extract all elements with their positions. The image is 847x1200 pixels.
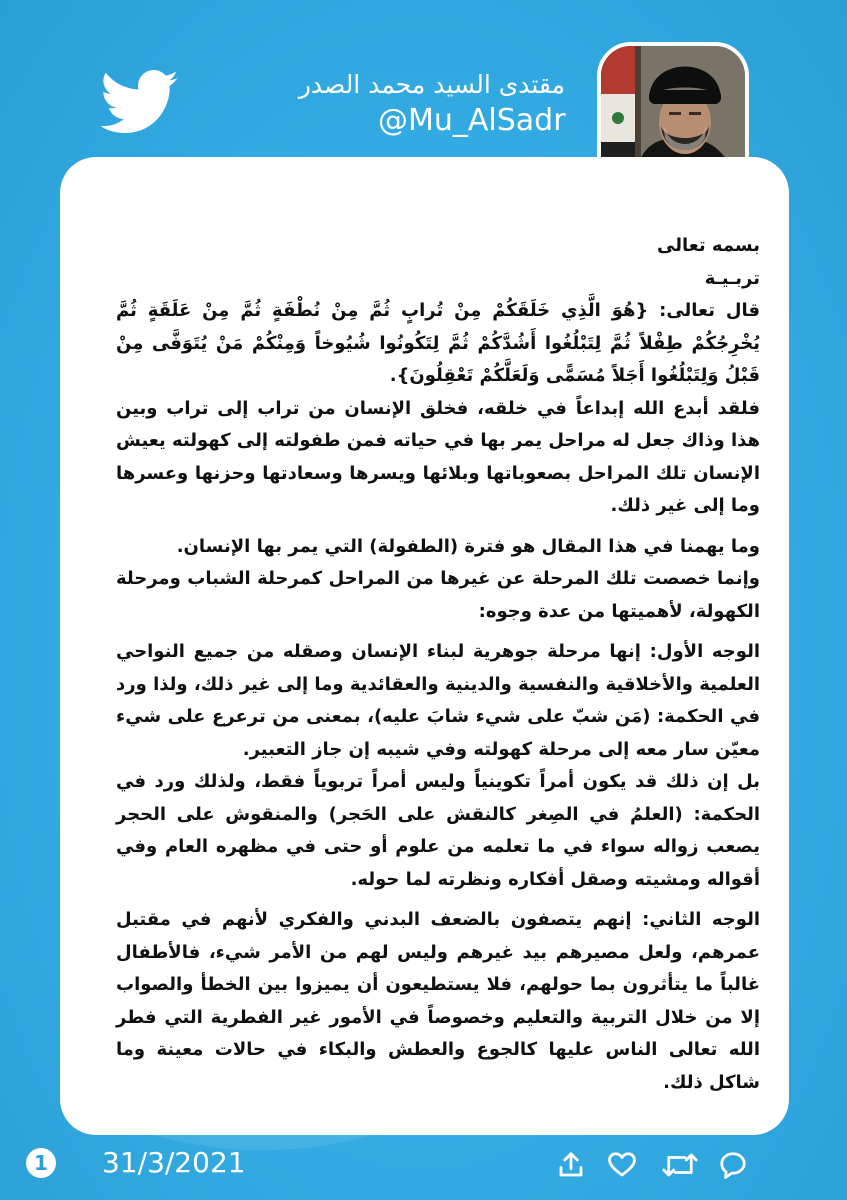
tweet-point-1 xyxy=(116,636,760,766)
heart-icon[interactable] xyxy=(607,1150,637,1180)
account-name[interactable]: مقتدى السيد محمد الصدر xyxy=(298,70,565,99)
point-2-label: الوجه الثاني: xyxy=(642,909,760,930)
tweet-body xyxy=(116,230,760,1099)
tweet-paragraph: وإنما خصصت تلك المرحلة عن غيرها من المراحل كمرحلة الشباب ومرحلة الكهولة، لأهميتها من عدة وجوه: xyxy=(116,568,760,622)
point-1-label: الوجه الأول: xyxy=(649,641,760,662)
tweet-paragraph: فلقد أبدع الله إبداعاً في خلقه، فخلق الإنسان من تراب إلى تراب وبين هذا وذاك جعل له مراحل يمر بها في حياته فمن طفولته إلى كهولته يعيش الإنسان تلك المراحل بصعوباتها وبلائها ويسرها وسعادتها وحزنها وعسرها وما إلى غير ذلك. xyxy=(116,397,760,516)
tweet-title: تربـيـة xyxy=(704,267,760,289)
tweet-card xyxy=(60,157,789,1135)
tweet-paragraph: بل إن ذلك قد يكون أمراً تكوينياً وليس أمراً تربوياً فقط، ولذلك ورد في الحكمة: (العلمُ في الصِغر كالنقش على الحَجر) والمنقوش على الحجر يصعب زواله سواء في ما تعلمه من علوم أو حتى في مظهره العام وفي أقواله ومشيته وصقل أفكاره ونظرته لما حوله. xyxy=(116,771,760,890)
retweet-icon[interactable] xyxy=(661,1150,699,1180)
tweet-verse: قال تعالى: {هُوَ الَّذِي خَلَقَكُمْ مِنْ تُرابٍ ثُمَّ مِنْ نُطْفَةٍ ثُمَّ مِنْ عَلَقَةٍ ثُمَّ يُخْرِجُكُمْ طِفْلاً ثُمَّ لِتَبْلُغُوا أَشُدَّكُمْ ثُمَّ لِتَكُونُوا شُيُوخاً وَمِنْكُمْ مَنْ يُتَوَفَّى مِنْ قَبْلُ وَلِتَبْلُغُوا أَجَلاً مُسَمًّى وَلَعَلَّكُمْ تَعْقِلُونَ}. xyxy=(116,300,760,386)
page-number-badge: 1 xyxy=(26,1148,56,1178)
point-2-text: إنهم يتصفون بالضعف البدني والفكري لأنهم في مقتبل عمرهم، ولعل مصيرهم بيد غيرهم وليس لهم من الأمر شيء، فالأطفال غالباً ما يتأثرون بما حولهم، فلا يستطيعون أن يميزوا بين الخطأ والصواب إلا من خلال التربية والتعليم وخصوصاً في الأمور غير الفطرية التي فطر الله تعالى الناس عليها كالجوع والعطش والبكاء في حالات معينة وما شاكل ذلك. xyxy=(116,909,760,1093)
tweet-date: 31/3/2021 xyxy=(102,1146,246,1179)
tweet-paragraph: وما يهمنا في هذا المقال هو فترة (الطفولة) التي يمر بها الإنسان. xyxy=(176,535,760,557)
point-1-text: إنها مرحلة جوهرية لبناء الإنسان وصقله من جميع النواحي العلمية والأخلاقية والنفسية والدينية والعقائدية وما إلى غير ذلك، ولذا ورد في الحكمة: (مَن شبّ على شيء شابَ عليه)، بمعنى من ترعرع على شيء معيّن سار معه إلى مرحلة كهولته وفي شيبه إن جاز التعبير. xyxy=(116,641,760,760)
reply-icon[interactable] xyxy=(718,1150,748,1180)
tweet-heading: بسمه تعالى xyxy=(657,235,760,256)
twitter-bird-icon xyxy=(100,70,180,136)
tweet-point-2 xyxy=(116,904,760,1099)
account-handle[interactable]: @Mu_AlSadr xyxy=(378,103,566,138)
share-icon[interactable] xyxy=(556,1150,586,1180)
